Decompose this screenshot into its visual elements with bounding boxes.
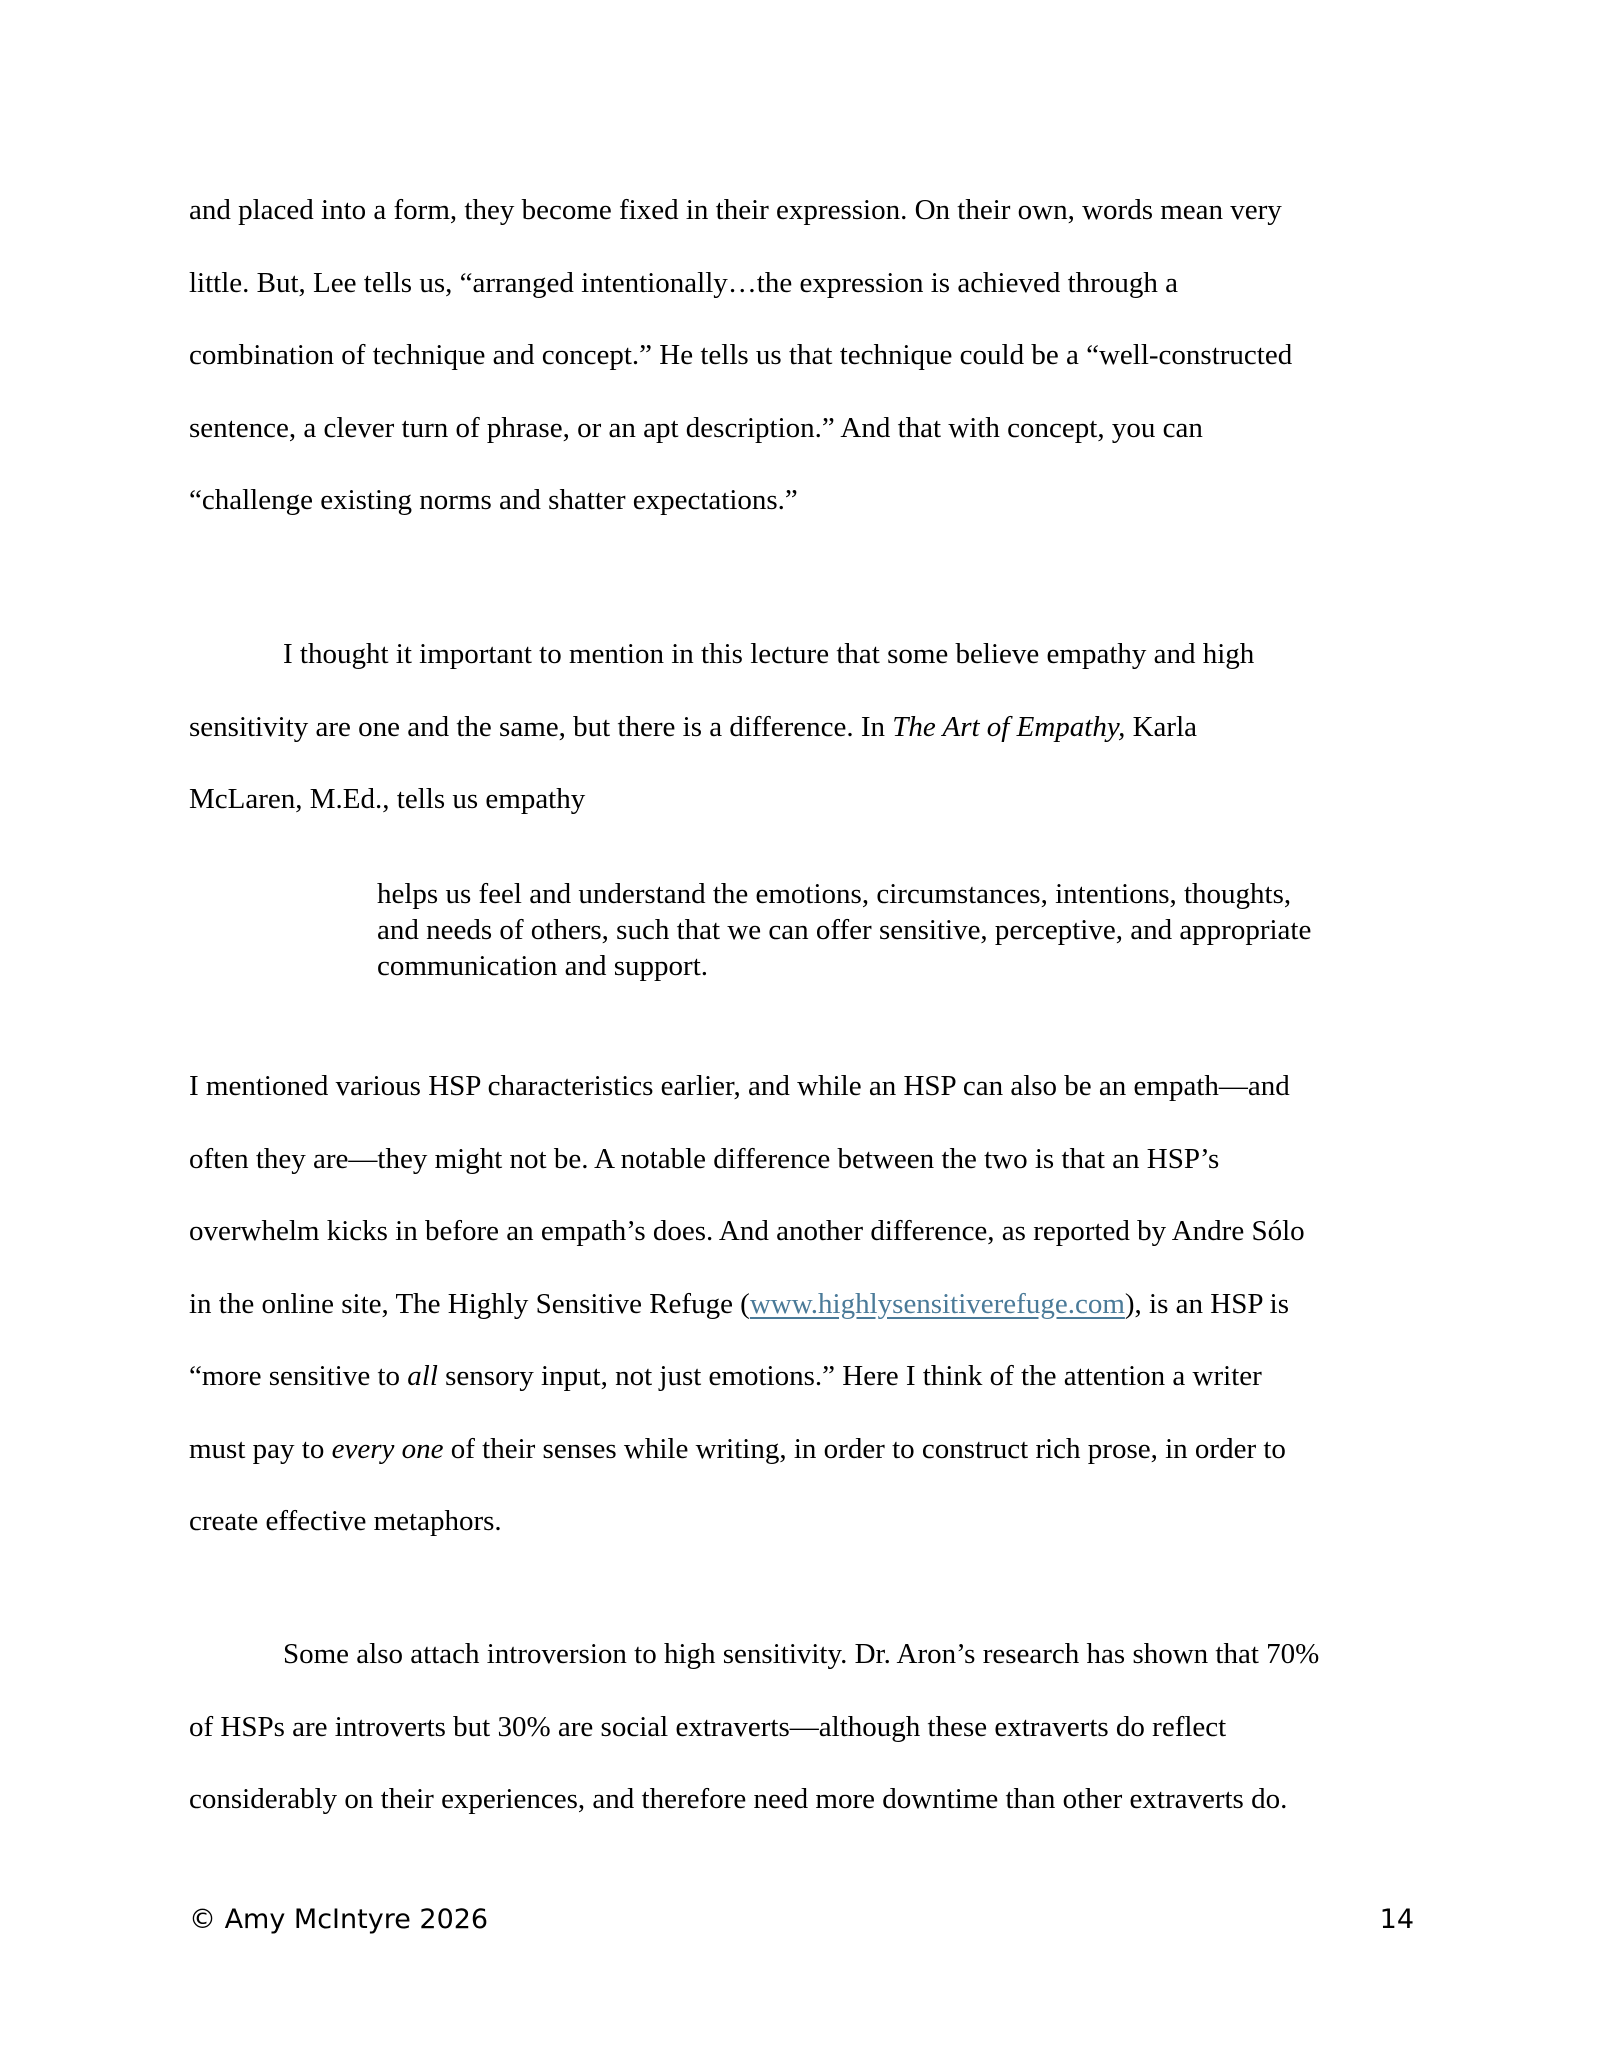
quote-line: helps us feel and understand the emotions, circumstances, intentions, thoughts,	[377, 878, 1292, 910]
footer-copyright: © Amy McIntyre 2026	[189, 1904, 489, 1935]
block-quote	[377, 876, 1417, 984]
text-line: considerably on their experiences, and therefore need more downtime than other extraverts do.	[189, 1783, 1288, 1815]
text-segment: sensitivity are one and the same, but there is a difference. In	[189, 710, 893, 743]
text-line	[189, 691, 1419, 764]
quote-line: and needs of others, such that we can offer sensitive, perceptive, and appropriate	[377, 914, 1312, 946]
text-segment: ), is an HSP is	[1124, 1287, 1289, 1320]
emphasis: all	[407, 1360, 438, 1392]
quote-line: communication and support.	[377, 950, 709, 982]
book-title: The Art of Empathy,	[892, 710, 1126, 743]
text-line: “challenge existing norms and shatter expectations.”	[189, 484, 798, 516]
refuge-website-link[interactable]: www.highlysensitiverefuge.com	[749, 1287, 1125, 1320]
text-line: McLaren, M.Ed., tells us empathy	[189, 783, 586, 815]
text-segment: must pay to	[189, 1432, 332, 1465]
text-line: create effective metaphors.	[189, 1505, 502, 1537]
text-segment: Karla	[1125, 710, 1197, 743]
emphasis: every one	[331, 1432, 444, 1465]
text-line: and placed into a form, they become fixed in their expression. On their own, words mean very	[189, 194, 1282, 226]
text-line: I mentioned various HSP characteristics earlier, and while an HSP can also be an empath—and	[189, 1070, 1290, 1102]
text-line: Some also attach introversion to high sensitivity. Dr. Aron’s research has shown that 70%	[283, 1638, 1320, 1670]
paragraph-introversion	[189, 1618, 1419, 1836]
text-line	[189, 1413, 1419, 1486]
text-segment: in the online site, The Highly Sensitive Refuge (	[189, 1287, 750, 1320]
text-line: I thought it important to mention in this lecture that some believe empathy and high	[283, 638, 1255, 670]
text-segment: of their senses while writing, in order to construct rich prose, in order to	[443, 1432, 1286, 1465]
text-line: sentence, a clever turn of phrase, or an apt description.” And that with concept, you can	[189, 411, 1203, 444]
page-number: 14	[1379, 1904, 1414, 1935]
text-line: little. But, Lee tells us, “arranged intentionally…the expression is achieved through a	[189, 266, 1178, 299]
paragraph-empathy-intro	[189, 618, 1419, 836]
text-line: of HSPs are introverts but 30% are social extraverts—although these extraverts do reflect	[189, 1710, 1227, 1743]
text-line: often they are—they might not be. A notable difference between the two is that an HSP’s	[189, 1142, 1220, 1175]
text-line: overwhelm kicks in before an empath’s does. And another difference, as reported by Andre Sólo	[189, 1215, 1305, 1247]
text-line	[189, 1268, 1419, 1341]
paragraph-hsp-vs-empath	[189, 1050, 1419, 1558]
paragraph-continued	[189, 174, 1419, 537]
text-line: combination of technique and concept.” He tells us that technique could be a “well-constructed	[189, 339, 1293, 371]
text-segment: “more sensitive to	[189, 1360, 408, 1392]
text-segment: sensory input, not just emotions.” Here I think of the attention a writer	[437, 1360, 1262, 1392]
text-line	[189, 1340, 1419, 1413]
